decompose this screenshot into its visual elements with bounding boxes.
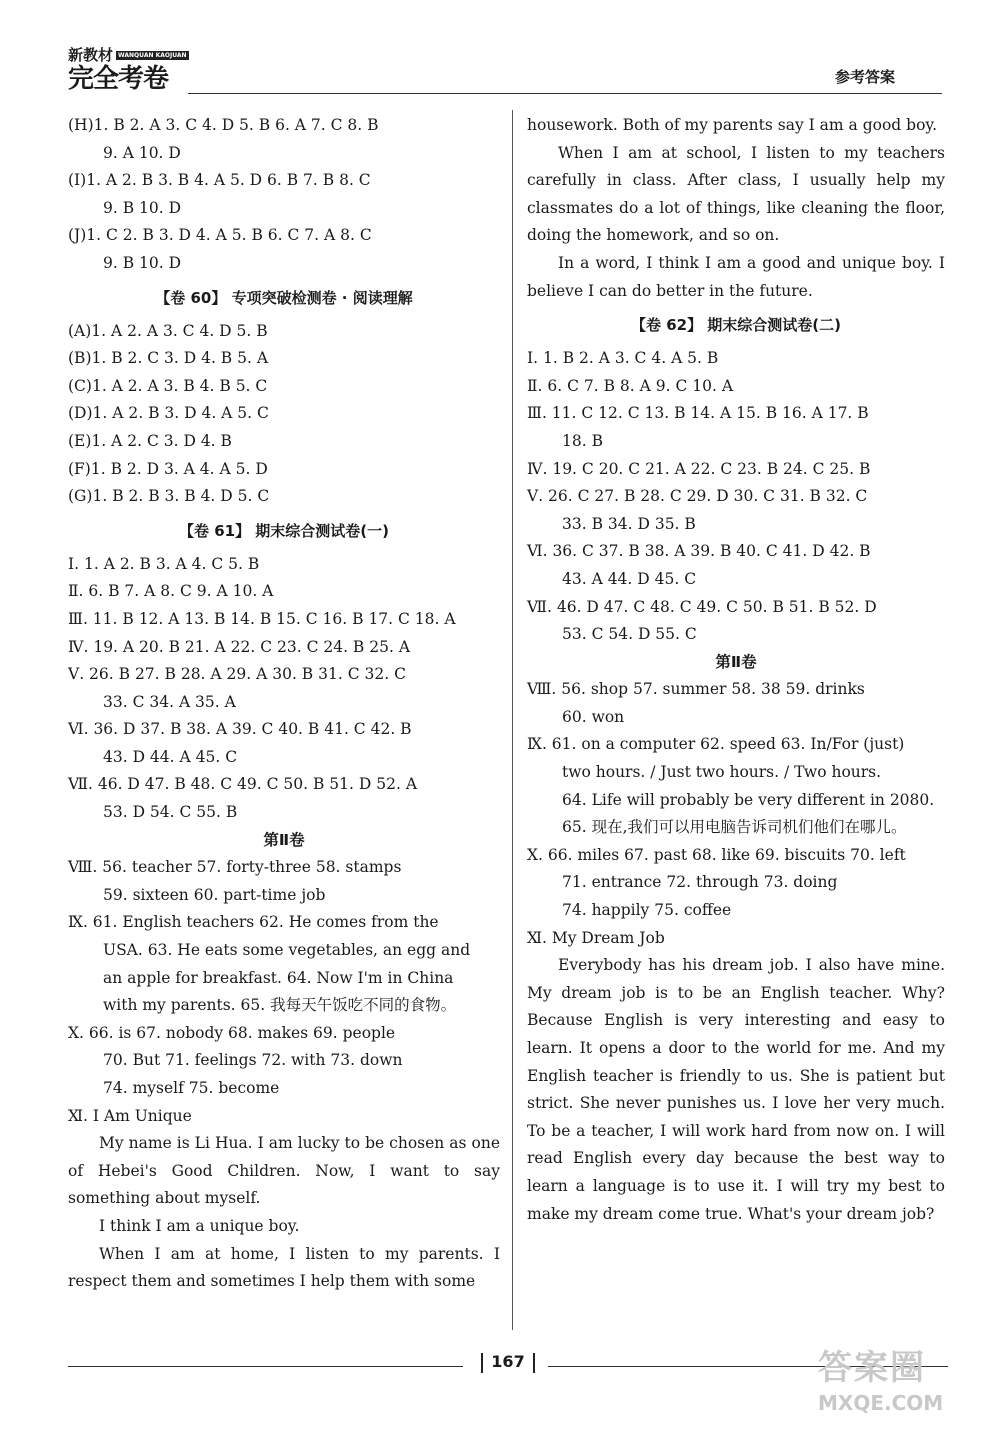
answer-line: (E)1. A 2. C 3. D 4. B bbox=[68, 431, 232, 450]
answer-line: 64. Life will probably be very different in 2080. bbox=[562, 790, 935, 809]
logo-line1: 新教材 bbox=[68, 46, 114, 64]
answer-line: Ⅳ. 19. C 20. C 21. A 22. C 23. B 24. C 25. B bbox=[527, 459, 871, 478]
section-title: 【卷 60】 专项突破检测卷 · 阅读理解 bbox=[155, 288, 413, 307]
answer-line: (H)1. B 2. A 3. C 4. D 5. B 6. A 7. C 8. B bbox=[68, 116, 379, 134]
answer-line: (C)1. A 2. A 3. B 4. B 5. C bbox=[68, 376, 268, 395]
answer-line: Ⅱ. 6. C 7. B 8. A 9. C 10. A bbox=[527, 376, 734, 395]
answer-line: 53. C 54. D 55. C bbox=[562, 625, 697, 644]
left-column bbox=[68, 112, 500, 1296]
answer-line: Ⅰ. 1. B 2. A 3. C 4. A 5. B bbox=[527, 349, 719, 368]
answer-line: 9. B 10. D bbox=[103, 198, 182, 217]
answer-line: 18. B bbox=[562, 431, 603, 450]
answer-line: Ⅴ. 26. B 27. B 28. A 29. A 30. B 31. C 32. C bbox=[68, 665, 406, 684]
section-title: 【卷 61】 期末综合测试卷(一) bbox=[178, 521, 390, 540]
answer-line: Ⅳ. 19. A 20. B 21. A 22. C 23. C 24. B 25. A bbox=[68, 637, 411, 656]
essay-paragraph: When I am at home, I listen to my parents. I respect them and sometimes I help them with some bbox=[68, 1244, 500, 1291]
answer-line: Ⅵ. 36. D 37. B 38. A 39. C 40. B 41. C 42. B bbox=[68, 720, 412, 739]
answer-line: 70. But 71. feelings 72. with 73. down bbox=[103, 1051, 403, 1070]
answer-line: Ⅸ. 61. on a computer 62. speed 63. In/For (just) bbox=[527, 735, 905, 754]
watermark-url: MXQE.COM bbox=[818, 1391, 944, 1415]
answer-line: Ⅺ. My Dream Job bbox=[527, 928, 665, 947]
answer-line: Ⅷ. 56. shop 57. summer 58. 38 59. drinks bbox=[527, 680, 865, 699]
answer-line: Ⅲ. 11. B 12. A 13. B 14. B 15. C 16. B 17. C 18. A bbox=[68, 609, 456, 628]
answer-line: 71. entrance 72. through 73. doing bbox=[562, 873, 838, 892]
publisher-logo bbox=[68, 46, 190, 94]
essay-paragraph: Everybody has his dream job. I also have mine. My dream job is to be an English teacher. Why? Because English is very interesting and easy to learn. It opens a door to the world for me. And my English teacher is friendly to us. She is patient but strict. She never punishes us. I love her very much. To be a teacher, I will work hard from now on. I will read English every day because the best way to learn a language is to use it. I will try my best to make my dream come true. What's your dream job? bbox=[527, 956, 945, 1223]
answer-line: 74. happily 75. coffee bbox=[562, 901, 732, 920]
answer-line: (D)1. A 2. B 3. D 4. A 5. C bbox=[68, 404, 269, 423]
answer-line: 9. A 10. D bbox=[103, 143, 181, 162]
answer-line: Ⅲ. 11. C 12. C 13. B 14. A 15. B 16. A 17. B bbox=[527, 404, 869, 423]
answer-line: 43. D 44. A 45. C bbox=[103, 747, 238, 766]
answer-line: Ⅷ. 56. teacher 57. forty-three 58. stamps bbox=[68, 858, 402, 877]
essay-paragraph: When I am at school, I listen to my teachers carefully in class. After class, I usually help my classmates do a lot of things, like cleaning the floor, doing the homework, and so on. bbox=[527, 143, 945, 245]
answer-line: (G)1. B 2. B 3. B 4. D 5. C bbox=[68, 487, 270, 506]
header-rule bbox=[188, 93, 942, 94]
answer-line: Ⅺ. I Am Unique bbox=[68, 1106, 192, 1125]
answer-line: Ⅴ. 26. C 27. B 28. C 29. D 30. C 31. B 32. C bbox=[527, 487, 868, 506]
answer-line: 43. A 44. D 45. C bbox=[562, 569, 697, 588]
answer-line: (A)1. A 2. A 3. C 4. D 5. B bbox=[68, 321, 268, 340]
answer-line: 65. 现在,我们可以用电脑告诉司机们他们在哪儿。 bbox=[562, 818, 907, 837]
page-number-box bbox=[470, 1352, 546, 1373]
section-title: 【卷 62】 期末综合测试卷(二) bbox=[630, 316, 842, 335]
answer-line: 33. C 34. A 35. A bbox=[103, 692, 236, 711]
answer-line: 33. B 34. D 35. B bbox=[562, 514, 696, 533]
answer-line: Ⅵ. 36. C 37. B 38. A 39. B 40. C 41. D 42. B bbox=[527, 542, 871, 561]
answer-line: Ⅸ. 61. English teachers 62. He comes from the bbox=[68, 913, 439, 932]
answer-line: (I)1. A 2. B 3. B 4. A 5. D 6. B 7. B 8. C bbox=[68, 171, 371, 190]
logo-line2: 完全考卷 bbox=[68, 64, 169, 94]
answer-line: Ⅹ. 66. is 67. nobody 68. makes 69. people bbox=[68, 1023, 396, 1042]
watermark bbox=[818, 1340, 988, 1436]
answer-line: USA. 63. He eats some vegetables, an egg and bbox=[103, 941, 471, 960]
answer-line: Ⅰ. 1. A 2. B 3. A 4. C 5. B bbox=[68, 554, 260, 573]
answer-line: 59. sixteen 60. part-time job bbox=[103, 885, 326, 904]
essay-paragraph: In a word, I think I am a good and unique boy. I believe I can do better in the future. bbox=[527, 253, 945, 300]
essay-paragraph: My name is Li Hua. I am lucky to be chosen as one of Hebei's Good Children. Now, I want to say something about myself. bbox=[68, 1134, 500, 1208]
watermark-logo-text: 答案圈 bbox=[818, 1348, 926, 1388]
column-divider bbox=[512, 110, 513, 1330]
answer-line: 9. B 10. D bbox=[103, 253, 182, 272]
answer-line: 第Ⅱ卷 bbox=[263, 830, 305, 849]
answer-line: 74. myself 75. become bbox=[103, 1079, 280, 1097]
answer-line: 60. won bbox=[562, 707, 625, 726]
answer-line: (B)1. B 2. C 3. D 4. B 5. A bbox=[68, 349, 269, 368]
answer-line: 53. D 54. C 55. B bbox=[103, 803, 238, 822]
answer-line: two hours. / Just two hours. / Two hours. bbox=[562, 763, 882, 782]
answer-line: Ⅶ. 46. D 47. C 48. C 49. C 50. B 51. B 52. D bbox=[527, 597, 877, 616]
answer-line: Ⅶ. 46. D 47. B 48. C 49. C 50. B 51. D 52. A bbox=[68, 775, 418, 794]
answer-line: (J)1. C 2. B 3. D 4. A 5. B 6. C 7. A 8. C bbox=[68, 226, 372, 245]
logo-tag: WANQUAN KAOJUAN bbox=[118, 52, 187, 59]
answer-line: (F)1. B 2. D 3. A 4. A 5. D bbox=[68, 459, 268, 478]
answer-line: Ⅹ. 66. miles 67. past 68. like 69. biscuits 70. left bbox=[527, 845, 906, 864]
answer-line: 第Ⅱ卷 bbox=[715, 652, 757, 671]
answer-line: Ⅱ. 6. B 7. A 8. C 9. A 10. A bbox=[68, 582, 274, 601]
essay-paragraph: housework. Both of my parents say I am a good boy. bbox=[527, 116, 938, 134]
header-section-title: 参考答案 bbox=[835, 68, 896, 86]
answer-line: an apple for breakfast. 64. Now I'm in China bbox=[103, 968, 454, 987]
answer-line: with my parents. 65. 我每天午饭吃不同的食物。 bbox=[103, 996, 457, 1015]
page-number: 167 bbox=[491, 1352, 525, 1371]
essay-paragraph: I think I am a unique boy. bbox=[99, 1216, 300, 1235]
right-column bbox=[527, 112, 945, 1228]
footer-rule-left bbox=[68, 1366, 463, 1367]
